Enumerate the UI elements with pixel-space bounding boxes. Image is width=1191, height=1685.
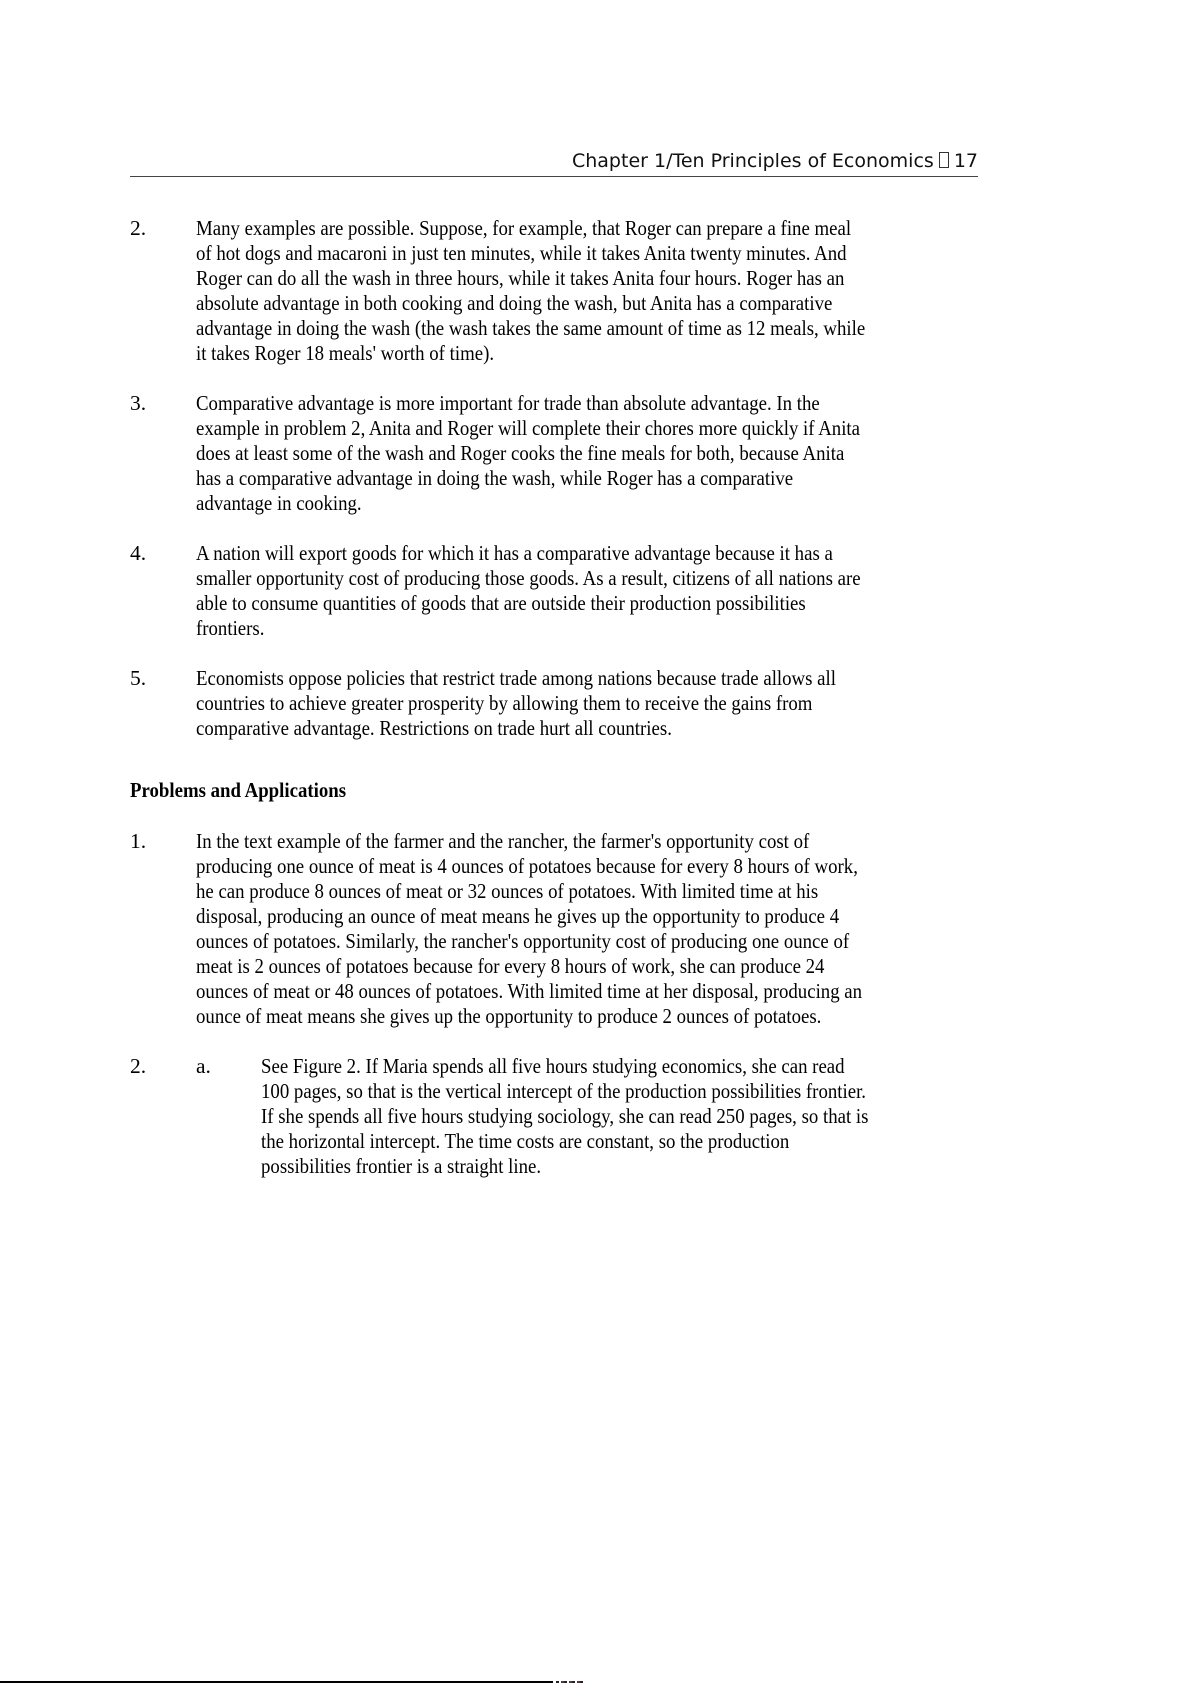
item-number: 2. <box>130 216 147 240</box>
item-text <box>196 541 1010 641</box>
text-line: Comparative advantage is more important for trade than absolute advantage. In the <box>196 391 820 415</box>
review-item <box>130 666 1010 741</box>
text-line: comparative advantage. Restrictions on trade hurt all countries. <box>196 716 672 740</box>
section-heading-text: Problems and Applications <box>130 778 347 802</box>
text-line: of hot dogs and macaroni in just ten minutes, while it takes Anita twenty minutes. And <box>196 241 847 265</box>
separator-box-icon <box>939 152 949 168</box>
problem-item <box>130 1054 1010 1179</box>
problem-number: 1. <box>130 829 147 853</box>
text-line: absolute advantage in both cooking and doing the wash, but Anita has a comparative <box>196 291 833 315</box>
footer-rule <box>0 1681 553 1683</box>
problem-number: 2. <box>130 1054 147 1078</box>
text-line: Many examples are possible. Suppose, for example, that Roger can prepare a fine meal <box>196 216 852 240</box>
item-number: 4. <box>130 541 147 565</box>
subpart-label: a. <box>196 1054 211 1078</box>
item-text <box>196 216 1010 366</box>
section-heading <box>130 778 1010 803</box>
text-line: advantage in doing the wash (the wash takes the same amount of time as 12 meals, while <box>196 316 866 340</box>
text-line: meat is 2 ounces of potatoes because for every 8 hours of work, she can produce 24 <box>196 954 825 978</box>
text-line: frontiers. <box>196 616 265 640</box>
text-line: does at least some of the wash and Roger cooks the fine meals for both, because Anita <box>196 441 845 465</box>
text-line: smaller opportunity cost of producing those goods. As a result, citizens of all nations are <box>196 566 861 590</box>
text-line: See Figure 2. If Maria spends all five hours studying economics, she can read <box>261 1054 845 1078</box>
text-line: advantage in cooking. <box>196 491 362 515</box>
text-line: Roger can do all the wash in three hours, while it takes Anita four hours. Roger has an <box>196 266 845 290</box>
text-line: he can produce 8 ounces of meat or 32 ounces of potatoes. With limited time at his <box>196 879 819 903</box>
review-item <box>130 541 1010 641</box>
review-item <box>130 216 1010 366</box>
text-line: Economists oppose policies that restrict trade among nations because trade allows all <box>196 666 836 690</box>
text-line: example in problem 2, Anita and Roger will complete their chores more quickly if Anita <box>196 416 861 440</box>
text-line: ounces of potatoes. Similarly, the rancher's opportunity cost of producing one ounce of <box>196 929 850 953</box>
problem-subpart <box>196 1054 1010 1179</box>
text-line: possibilities frontier is a straight line. <box>261 1154 542 1178</box>
problem-text <box>196 829 1010 1029</box>
chapter-title: Chapter 1/Ten Principles of Economics <box>571 150 934 172</box>
text-line: ounces of meat or 48 ounces of potatoes. With limited time at her disposal, producing an <box>196 979 863 1003</box>
item-number: 5. <box>130 666 147 690</box>
text-line: countries to achieve greater prosperity by allowing them to receive the gains from <box>196 691 813 715</box>
footer-mark <box>556 1681 584 1683</box>
text-line: producing one ounce of meat is 4 ounces of potatoes because for every 8 hours of work, <box>196 854 858 878</box>
item-text <box>196 391 1010 516</box>
text-line: has a comparative advantage in doing the wash, while Roger has a comparative <box>196 466 794 490</box>
problem-item <box>130 829 1010 1029</box>
text-line: If she spends all five hours studying sociology, she can read 250 pages, so that is <box>261 1104 869 1128</box>
item-text <box>196 666 1010 741</box>
text-line: In the text example of the farmer and the rancher, the farmer's opportunity cost of <box>196 829 810 853</box>
subpart-text <box>261 1054 1010 1179</box>
running-header <box>130 150 978 177</box>
text-line: A nation will export goods for which it has a comparative advantage because it has a <box>196 541 833 565</box>
text-line: ounce of meat means she gives up the opportunity to produce 2 ounces of potatoes. <box>196 1004 822 1028</box>
text-line: it takes Roger 18 meals' worth of time). <box>196 341 495 365</box>
text-line: the horizontal intercept. The time costs are constant, so the production <box>261 1129 790 1153</box>
text-line: disposal, producing an ounce of meat means he gives up the opportunity to produce 4 <box>196 904 840 928</box>
text-line: 100 pages, so that is the vertical intercept of the production possibilities frontier. <box>261 1079 867 1103</box>
page-number: 17 <box>953 150 978 172</box>
text-line: able to consume quantities of goods that are outside their production possibilities <box>196 591 806 615</box>
review-item <box>130 391 1010 516</box>
page-body <box>130 216 1010 1204</box>
item-number: 3. <box>130 391 147 415</box>
